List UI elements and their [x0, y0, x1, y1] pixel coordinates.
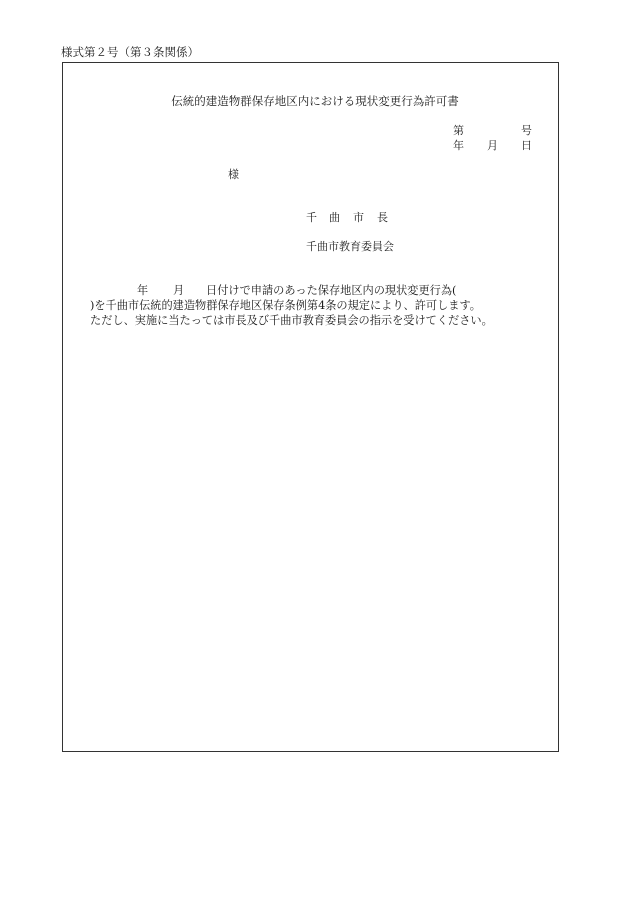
mayor-char: 千: [306, 211, 317, 224]
mayor-char: 長: [377, 211, 388, 224]
number-prefix: 第: [453, 124, 464, 137]
body-line-3: ただし、実施に当たっては市長及び千曲市教育委員会の指示を受けてください。: [90, 314, 493, 327]
mayor-char: 曲: [329, 211, 340, 224]
document-frame: [62, 62, 559, 752]
addressee-honorific: 様: [228, 168, 239, 181]
body-line-2: )を千曲市伝統的建造物群保存地区保存条例第4条の規定により、許可します。: [90, 299, 481, 312]
issuer-board-of-education: 千曲市教育委員会: [306, 240, 394, 253]
date-month: 月: [487, 139, 498, 152]
document-title: 伝統的建造物群保存地区内における現状変更行為許可書: [171, 94, 459, 108]
date-day: 日: [521, 139, 532, 152]
body-line-1: 日付けで申請のあった保存地区内の現状変更行為(: [206, 284, 457, 297]
mayor-char: 市: [353, 211, 364, 224]
date-year: 年: [453, 139, 464, 152]
form-number-label: 様式第２号（第３条関係）: [61, 45, 199, 59]
number-suffix: 号: [521, 124, 532, 137]
body-blank-year: 年: [137, 284, 149, 297]
body-blank-month: 月: [173, 284, 185, 297]
